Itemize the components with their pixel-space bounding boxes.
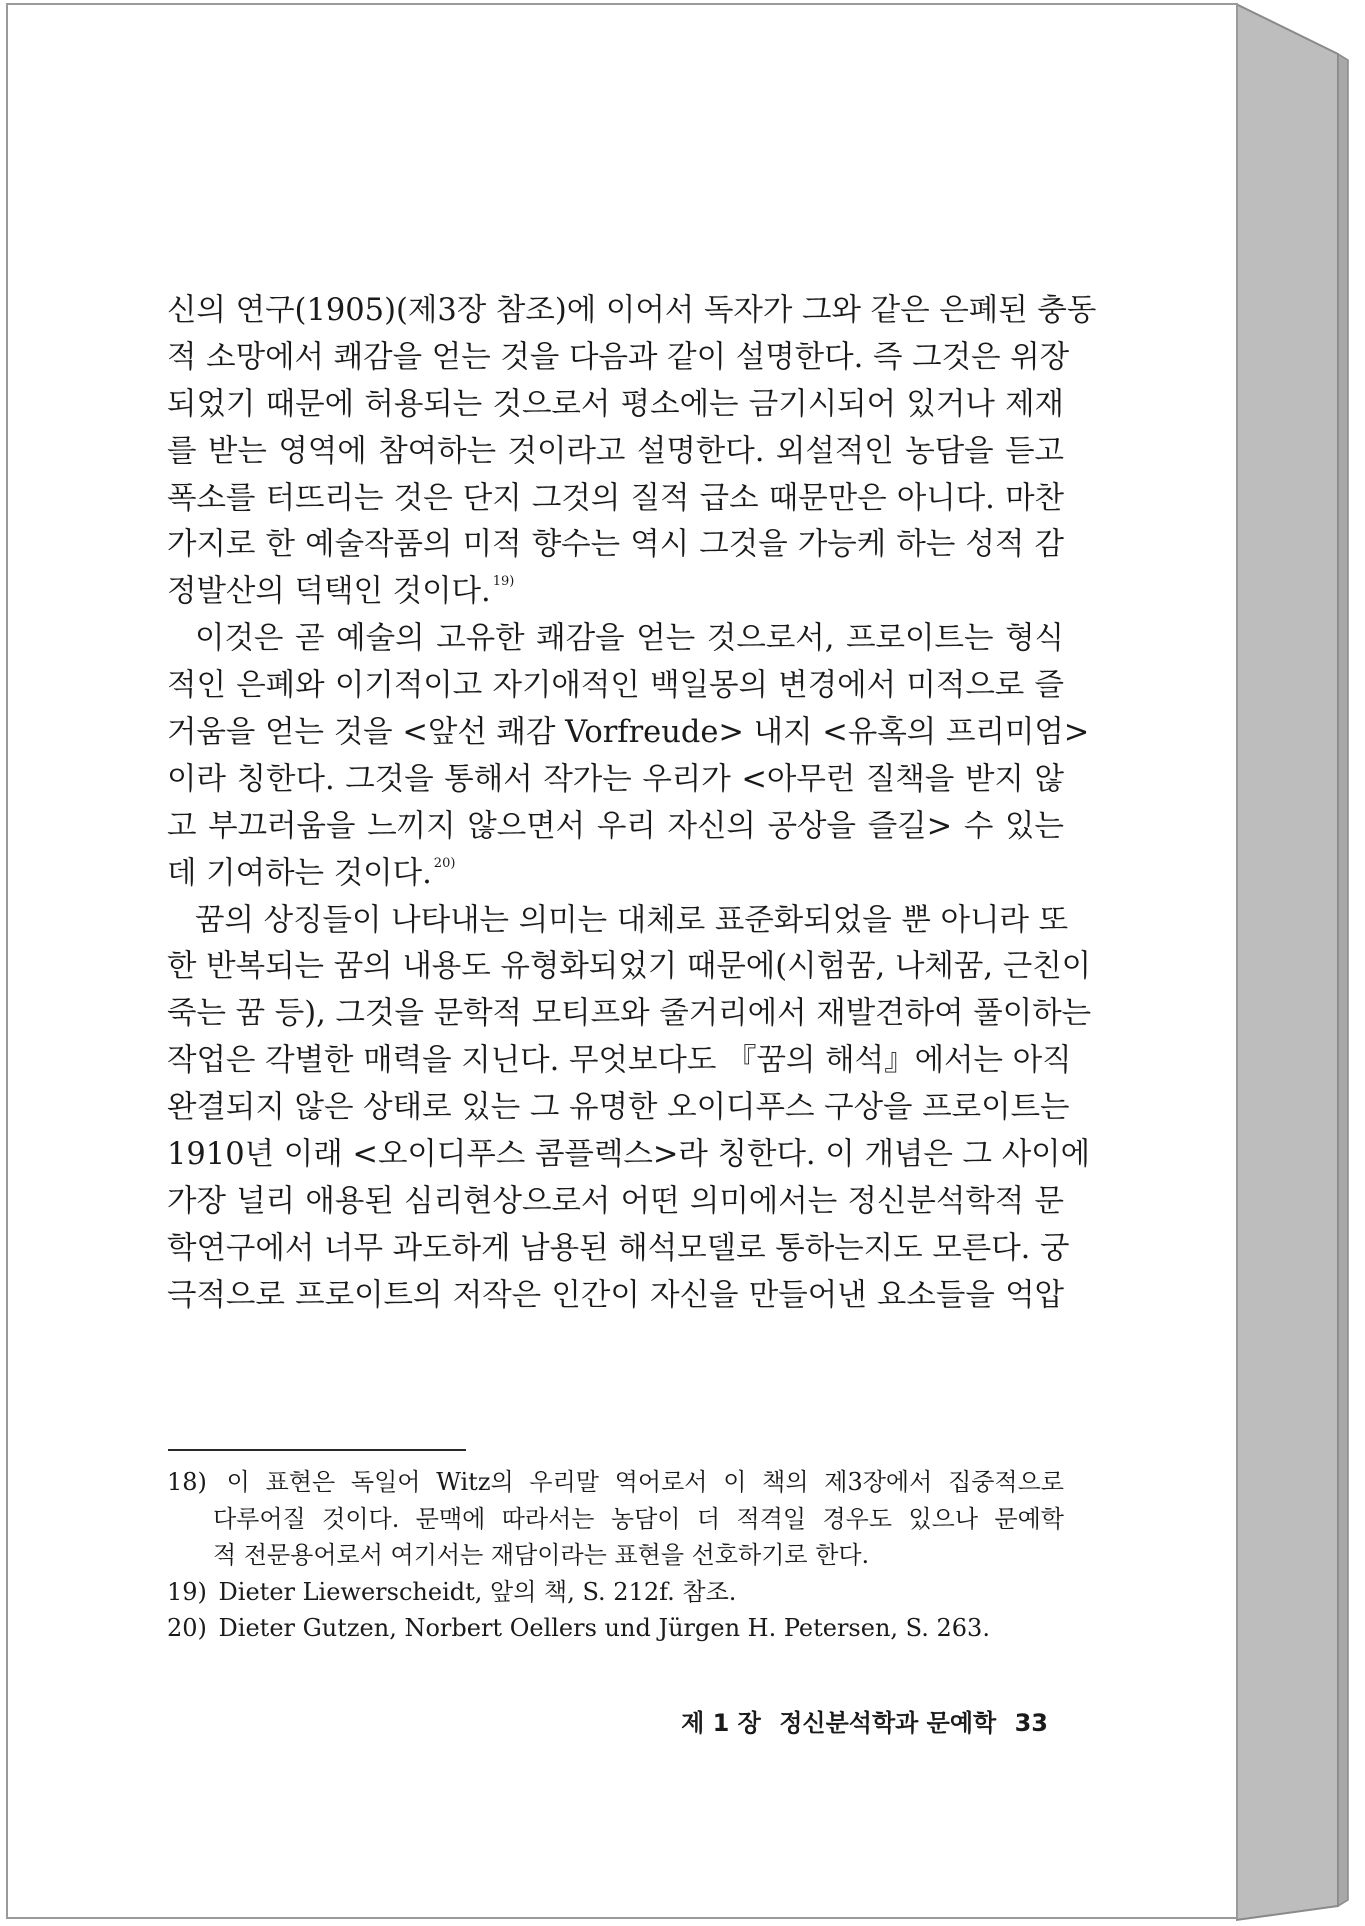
footnote-text: Dieter Gutzen, Norbert Oellers und Jürgen H. Petersen, S. 263. (218, 1614, 990, 1642)
text-line-content: 정발산의 덕택인 것이다. (167, 574, 491, 610)
text-line: 죽는 꿈 등), 그것을 문학적 모티프와 줄거리에서 재발견하여 풀이하는 (167, 996, 1092, 1032)
text-line: 적 소망에서 쾌감을 얻는 것을 다음과 같이 설명한다. 즉 그것은 위장 (167, 339, 1070, 375)
footnote-text: Dieter Liewerscheidt, 앞의 책, S. 212f. 참조. (218, 1577, 737, 1606)
text-line: 극적으로 프로이트의 저작은 인간이 자신을 만들어낸 요소들을 억압 (167, 1277, 1064, 1313)
text-line: 되었기 때문에 허용되는 것으로서 평소에는 금기시되어 있거나 제재 (167, 386, 1064, 422)
text-line: 한 반복되는 꿈의 내용도 유형화되었기 때문에(시험꿈, 나체꿈, 근친이 (167, 949, 1092, 985)
book-page (6, 3, 1238, 1919)
footnote-18-line: 적 전문용어로서 여기서는 재담이라는 표현을 선호하기로 한다. (213, 1541, 870, 1569)
text-line: 적인 은폐와 이기적이고 자기애적인 백일몽의 변경에서 미적으로 즐 (167, 668, 1064, 704)
footnote-number: 18) (167, 1468, 207, 1496)
text-line: 1910년 이래 <오이디푸스 콤플렉스>라 칭한다. 이 개념은 그 사이에 (167, 1137, 1091, 1173)
text-line: 이것은 곧 예술의 고유한 쾌감을 얻는 것으로서, 프로이트는 형식 (195, 621, 1064, 657)
footnote-20 (167, 1610, 1064, 1647)
page-number: 33 (1014, 1709, 1048, 1737)
body-text (167, 288, 1097, 1320)
text-line: 꿈의 상징들이 나타내는 의미는 대체로 표준화되었을 뿐 아니라 또 (195, 902, 1069, 938)
text-line: 이라 칭한다. 그것을 통해서 작가는 우리가 <아무런 질책을 받지 않 (167, 761, 1064, 797)
text-line (167, 851, 1064, 898)
text-line: 신의 연구(1905)(제3장 참조)에 이어서 독자가 그와 같은 은폐된 충동 (167, 293, 1097, 328)
footer-chapter: 제 1 장 (681, 1709, 761, 1737)
text-line: 작업은 각별한 매력을 지닌다. 무엇보다도 『꿈의 해석』에서는 아직 (167, 1043, 1072, 1079)
footnote-ref-19: 19) (492, 574, 515, 590)
footer-title: 정신분석학과 문예학 (779, 1709, 997, 1737)
text-line: 거움을 얻는 것을 <앞선 쾌감 Vorfreude> 내지 <유혹의 프리미엄> (167, 715, 1090, 751)
footnote-number: 19) (167, 1577, 207, 1606)
text-line: 가장 널리 애용된 심리현상으로서 어떤 의미에서는 정신분석학적 문 (167, 1183, 1064, 1219)
footnote-text: 이 표현은 독일어 Witz의 우리말 역어로서 이 책의 제3장에서 집중적으로 (226, 1468, 1064, 1496)
text-line: 학연구에서 너무 과도하게 남용된 해석모델로 통하는지도 모른다. 궁 (167, 1230, 1070, 1266)
footnote-18-line: 다루어질 것이다. 문맥에 따라서는 농담이 더 적격일 경우도 있으나 문예학 (213, 1504, 1064, 1533)
text-line: 가지로 한 예술작품의 미적 향수는 역시 그것을 가능케 하는 성적 감 (167, 527, 1064, 563)
text-line: 폭소를 터뜨리는 것은 단지 그것의 질적 급소 때문만은 아니다. 마찬 (167, 480, 1064, 516)
footnote-19 (167, 1574, 1064, 1611)
footnote-ref-20: 20) (433, 855, 456, 871)
page-thickness-edge (1236, 0, 1365, 1926)
text-line: 고 부끄러움을 느끼지 않으면서 우리 자신의 공상을 즐길> 수 있는 (167, 808, 1064, 844)
footnotes (167, 1464, 1064, 1647)
text-line: 를 받는 영역에 참여하는 것이라고 설명한다. 외설적인 농담을 듣고 (167, 433, 1064, 469)
footnote-number: 20) (167, 1614, 207, 1642)
running-footer (648, 1703, 1048, 1738)
text-line-content: 데 기여하는 것이다. (167, 855, 432, 891)
text-line: 완결되지 않은 상태로 있는 그 유명한 오이디푸스 구상을 프로이트는 (167, 1090, 1070, 1126)
text-line (167, 569, 1064, 616)
footnote-divider (168, 1449, 466, 1451)
footnote-18 (167, 1464, 1064, 1501)
